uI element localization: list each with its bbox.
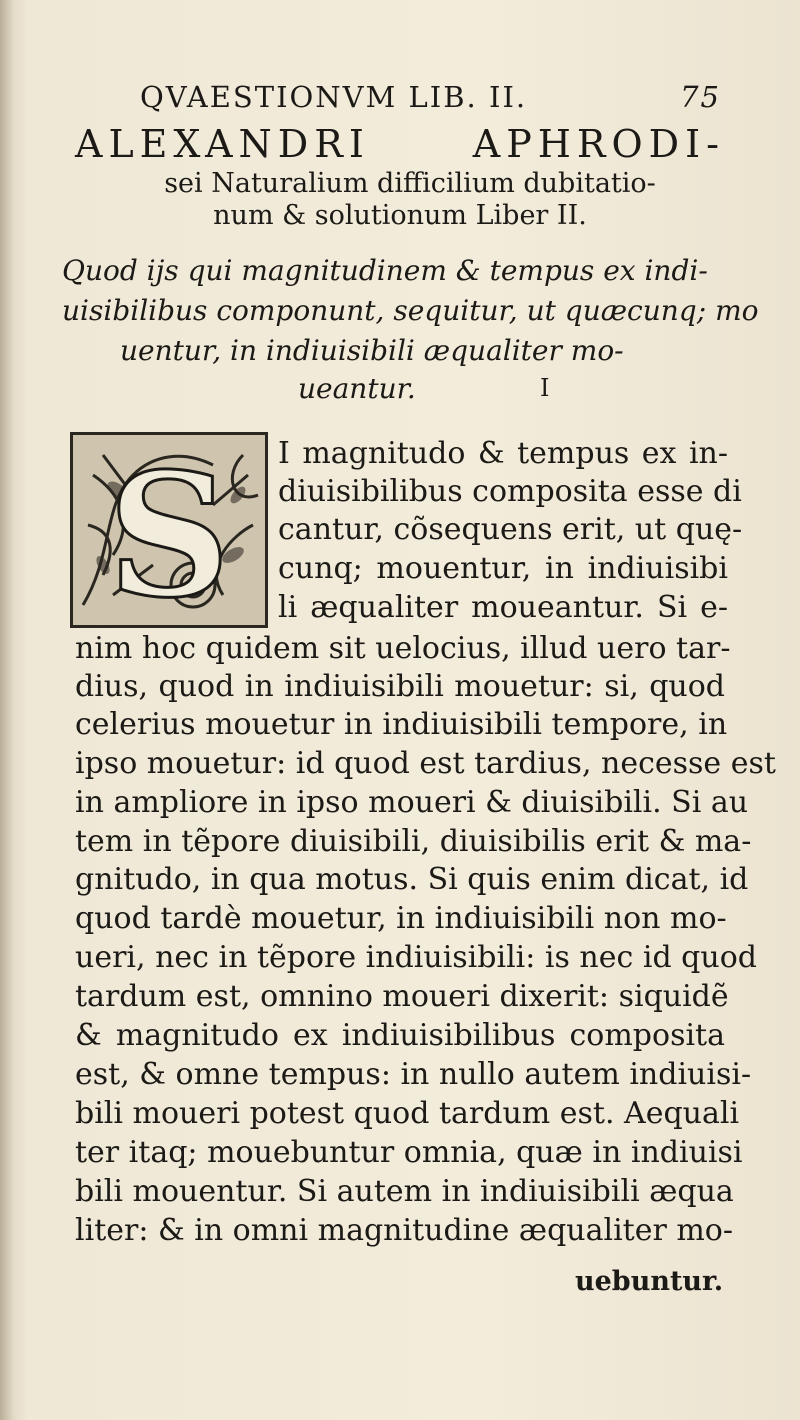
initial-letter: S [107, 436, 231, 625]
text-line: quod tardè mouetur, in indiuisibili non mo- [75, 901, 727, 936]
text-line: tardum est, omnino moueri dixerit: siquidẽ [75, 979, 729, 1014]
text-line: I magnitudo & tempus ex in- [278, 436, 728, 471]
page-gutter [0, 0, 14, 1420]
chapter-heading-line: uentur, in indiuisibili æqualiter mo- [120, 334, 624, 367]
chapter-number: I [540, 374, 550, 402]
text-line: diuisibilibus composita esse di [278, 474, 742, 509]
text-line: ipso mouetur: id quod est tardius, necesse est [75, 746, 776, 781]
text-line: & magnitudo ex indiuisibilibus composita [75, 1018, 725, 1053]
text-line: liter: & in omni magnitudine æqualiter mo- [75, 1213, 734, 1248]
chapter-heading-line: Quod ijs qui magnitudinem & tempus ex indi- [62, 254, 708, 287]
book-title-line-3: num & solutionum Liber II. [213, 200, 587, 231]
text-line: gnitudo, in qua motus. Si quis enim dicat, id [75, 862, 749, 897]
text-line: nim hoc quidem sit uelocius, illud uero tar- [75, 631, 731, 666]
text-line: ter itaq; mouebuntur omnia, quæ in indiuisi [75, 1135, 743, 1170]
book-title-line-2: sei Naturalium difficilium dubitatio- [164, 168, 656, 199]
chapter-heading-line: ueantur. [298, 372, 416, 405]
running-header [75, 80, 725, 120]
text-line: tem in tẽpore diuisibili, diuisibilis erit & ma- [75, 824, 752, 859]
text-line: est, & omne tempus: in nullo autem indiuisi- [75, 1057, 752, 1092]
text-line: cunq; mouentur, in indiuisibi [278, 551, 728, 586]
running-head: QVAESTIONVM LIB. II. [140, 80, 528, 114]
chapter-heading-line: uisibilibus componunt, sequitur, ut quæcunq; mo [62, 294, 759, 327]
title-author-right: APHRODI- [472, 122, 725, 166]
decorated-initial [70, 432, 268, 628]
book-title-line-1 [75, 122, 725, 170]
ornament-foliage-icon [73, 435, 265, 625]
catchword: uebuntur. [575, 1266, 724, 1297]
text-line: bili moueri potest quod tardum est. Aequali [75, 1096, 740, 1131]
page-number: 75 [680, 80, 721, 114]
text-line: cantur, cõsequens erit, ut quę- [278, 512, 743, 547]
text-line: dius, quod in indiuisibili mouetur: si, quod [75, 669, 725, 704]
text-line: bili mouentur. Si autem in indiuisibili æqua [75, 1174, 734, 1209]
text-line: celerius mouetur in indiuisibili tempore, in [75, 707, 728, 742]
title-author-left: ALEXANDRI [75, 122, 370, 166]
text-line: li æqualiter moueantur. Si e- [278, 590, 728, 625]
text-line: in ampliore in ipso moueri & diuisibili. Si au [75, 785, 749, 820]
text-line: ueri, nec in tẽpore indiuisibili: is nec id quod [75, 940, 757, 975]
